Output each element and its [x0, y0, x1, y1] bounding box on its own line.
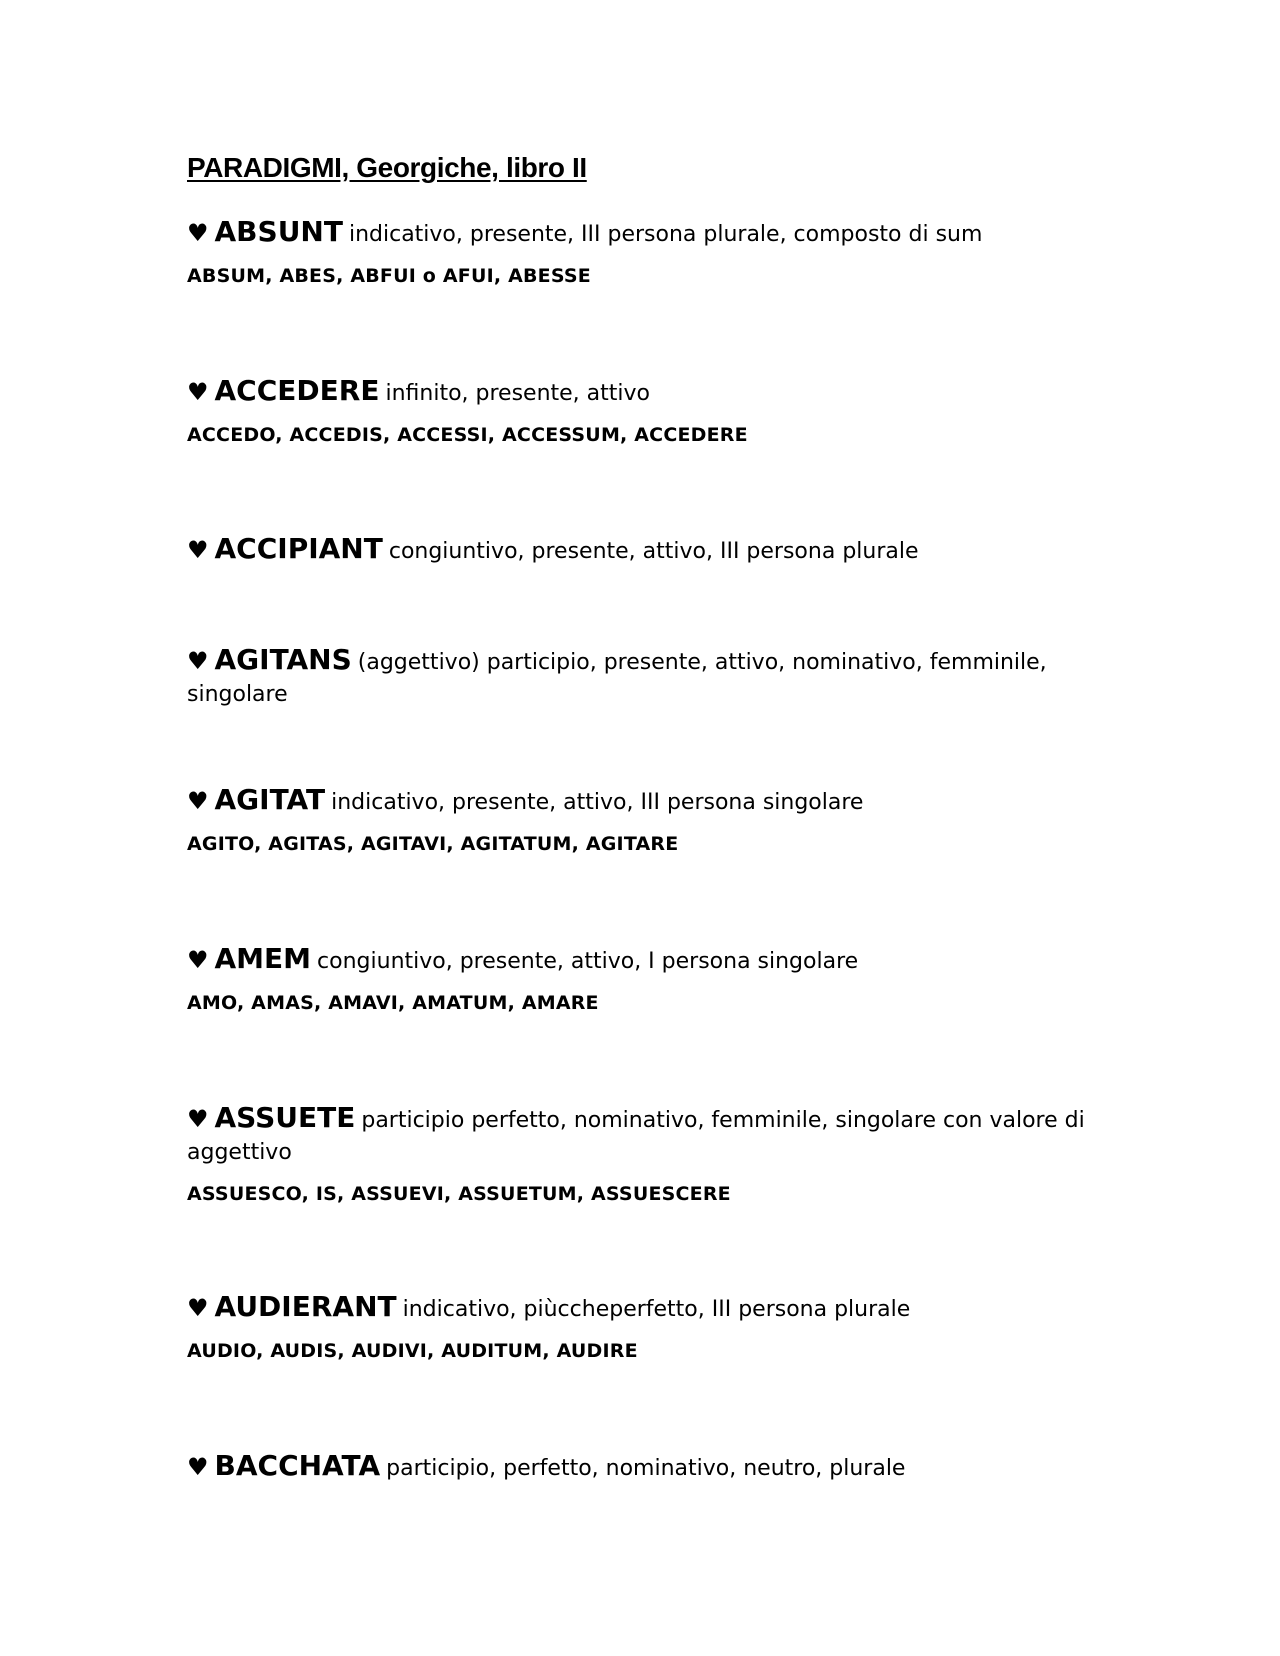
entry-headline	[187, 1450, 1107, 1485]
entry-absunt	[187, 216, 1107, 287]
entry-bacchata	[187, 1450, 1107, 1485]
entry-agitat	[187, 784, 1107, 855]
entry-description: indicativo, presente, attivo, III persona singolare	[331, 790, 864, 815]
heart-icon: ♥	[187, 1294, 209, 1322]
entry-description: participio, perfetto, nominativo, neutro, plurale	[386, 1456, 906, 1481]
entry-agitans	[187, 644, 1107, 711]
heart-icon: ♥	[187, 1105, 209, 1133]
entry-lemma: AUDIERANT	[214, 1290, 397, 1323]
entry-lemma: AMEM	[214, 942, 312, 975]
entry-lemma: AGITANS	[214, 643, 352, 676]
entry-paradigm: AUDIO, AUDIS, AUDIVI, AUDITUM, AUDIRE	[187, 1340, 638, 1362]
heart-icon: ♥	[187, 787, 209, 815]
entry-lemma: BACCHATA	[214, 1449, 381, 1482]
entry-lemma: ACCEDERE	[214, 374, 380, 407]
entry-paradigm: AMO, AMAS, AMAVI, AMATUM, AMARE	[187, 992, 599, 1014]
entry-headline	[187, 1291, 1107, 1326]
entry-amem	[187, 943, 1107, 1014]
heart-icon: ♥	[187, 219, 209, 247]
heart-icon: ♥	[187, 647, 209, 675]
entry-accedere	[187, 375, 1107, 446]
entry-headline	[187, 644, 1107, 711]
entry-description: indicativo, piùccheperfetto, III persona plurale	[402, 1297, 911, 1322]
entry-headline	[187, 1102, 1107, 1169]
entry-headline	[187, 943, 1107, 978]
entry-paradigm: ASSUESCO, IS, ASSUEVI, ASSUETUM, ASSUESCERE	[187, 1183, 731, 1205]
heart-icon: ♥	[187, 946, 209, 974]
entry-headline	[187, 216, 1107, 251]
entry-description: (aggettivo) participio, presente, attivo, nominativo, femminile, singolare	[187, 650, 1047, 707]
entry-headline	[187, 784, 1107, 819]
entry-description: congiuntivo, presente, attivo, I persona singolare	[317, 949, 859, 974]
entry-assuete	[187, 1102, 1107, 1205]
heart-icon: ♥	[187, 378, 209, 406]
entry-lemma: ASSUETE	[214, 1101, 356, 1134]
heart-icon: ♥	[187, 1453, 209, 1481]
entry-lemma: ACCIPIANT	[214, 532, 383, 565]
entry-lemma: ABSUNT	[214, 215, 343, 248]
entry-paradigm: ABSUM, ABES, ABFUI o AFUI, ABESSE	[187, 265, 591, 287]
entry-description: congiuntivo, presente, attivo, III persona plurale	[388, 539, 919, 564]
heart-icon: ♥	[187, 536, 209, 564]
entry-headline	[187, 375, 1107, 410]
entry-description: participio perfetto, nominativo, femminile, singolare con valore di aggettivo	[187, 1108, 1085, 1165]
entry-paradigm: AGITO, AGITAS, AGITAVI, AGITATUM, AGITARE	[187, 833, 679, 855]
document-title: PARADIGMI, Georgiche, libro II	[187, 152, 587, 183]
entry-description: infinito, presente, attivo	[385, 381, 650, 406]
entry-lemma: AGITAT	[214, 783, 326, 816]
entry-audierant	[187, 1291, 1107, 1362]
entry-description: indicativo, presente, III persona plurale, composto di sum	[348, 222, 983, 247]
entry-headline	[187, 533, 1107, 568]
entry-accipiant	[187, 533, 1107, 568]
entry-paradigm: ACCEDO, ACCEDIS, ACCESSI, ACCESSUM, ACCEDERE	[187, 424, 748, 446]
